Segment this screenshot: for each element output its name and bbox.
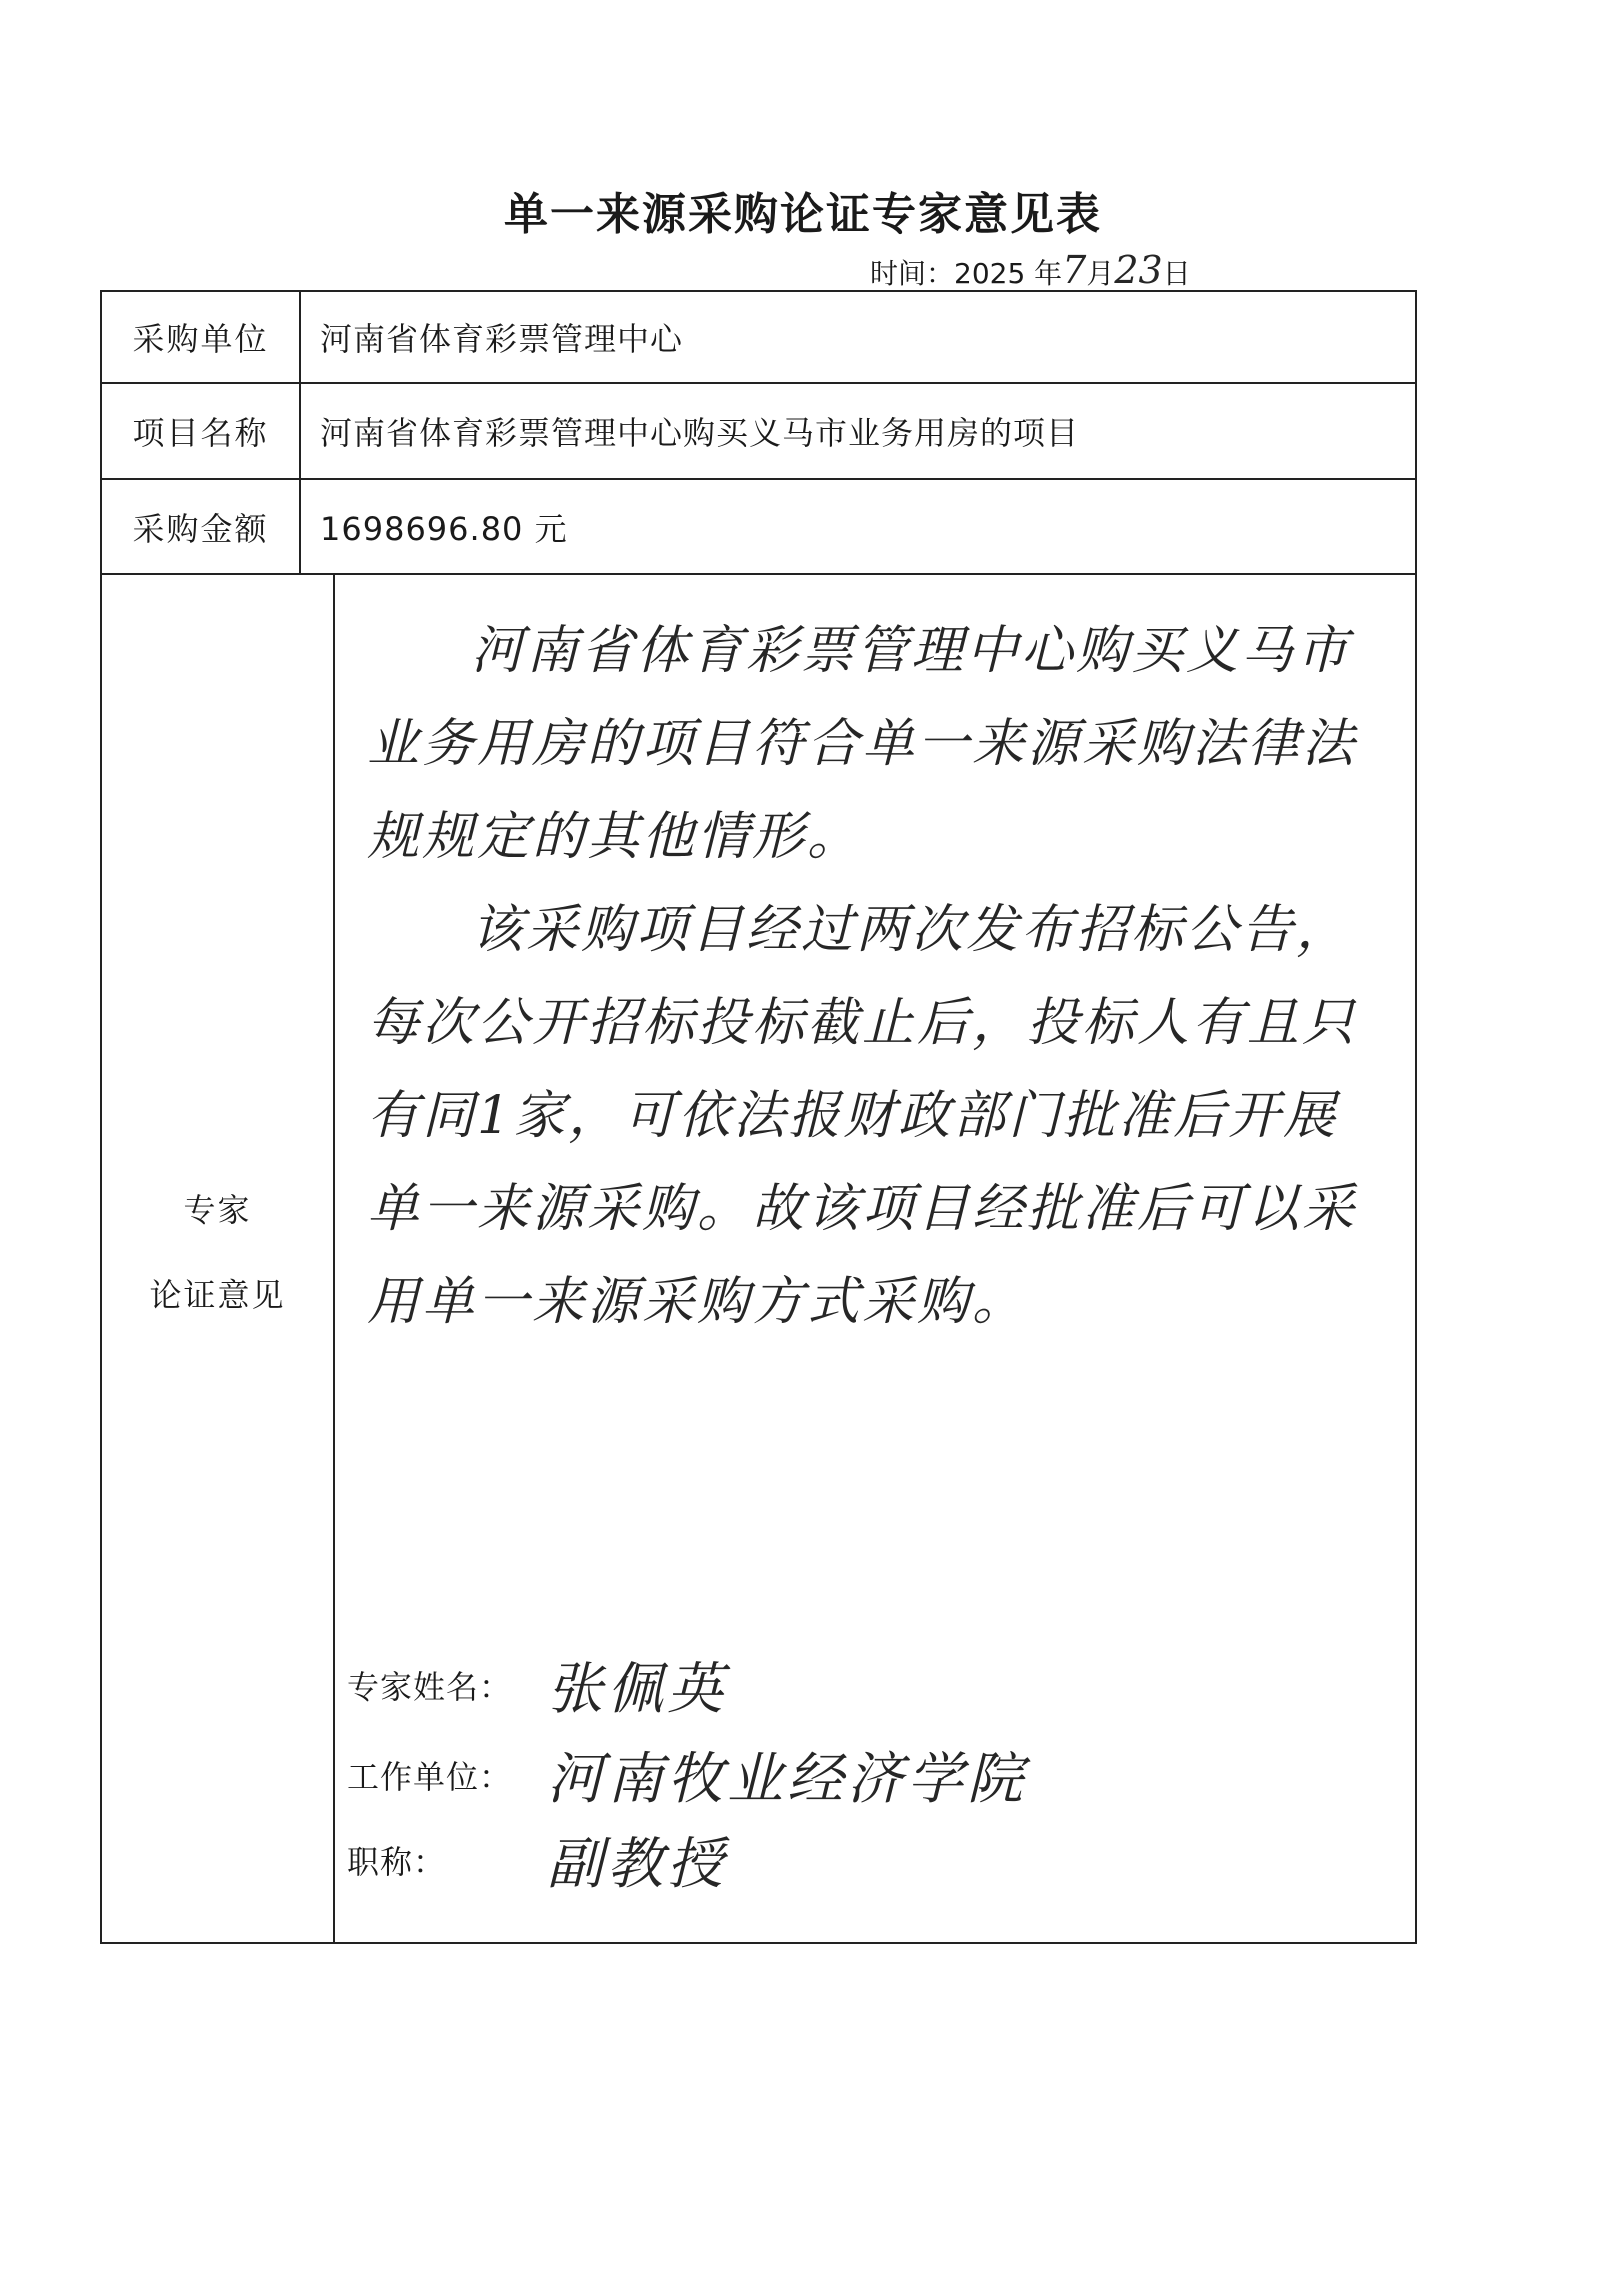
job-title-label: 职称： (347, 1843, 447, 1881)
project-name-value: 河南省体育彩票管理中心购买义马市业务用房的项目 (320, 414, 1080, 452)
work-unit-label: 工作单位： (347, 1758, 513, 1796)
expert-opinion-text (367, 605, 1385, 1349)
opinion-paragraph-1: 河南省体育彩票管理中心购买义马市业务用房的项目符合单一来源采购法律法规规定的其他情形。 (367, 621, 1358, 867)
date-day: 23 (1114, 248, 1163, 292)
row-purchasing-unit (102, 292, 1415, 384)
expert-name-label: 专家姓名： (347, 1668, 513, 1706)
project-name-label: 项目名称 (102, 384, 301, 478)
expert-opinion-label-line1: 专家 (183, 1191, 252, 1229)
date-month-suffix: 月 (1086, 257, 1115, 290)
date-line (870, 248, 1191, 292)
expert-name-row (347, 1650, 727, 1720)
page-title: 单一来源采购论证专家意见表 (504, 189, 1102, 240)
purchasing-unit-label: 采购单位 (102, 292, 301, 382)
date-month: 7 (1062, 248, 1087, 292)
opinion-form-table (100, 290, 1417, 1944)
expert-opinion-label-line2: 论证意见 (149, 1276, 286, 1314)
work-unit-row (347, 1740, 1027, 1810)
row-project-name (102, 384, 1415, 480)
job-title-value: 副教授 (547, 1832, 727, 1897)
row-purchase-amount (102, 480, 1415, 575)
purchase-amount-value: 1698696.80 元 (320, 509, 568, 548)
purchase-amount-label: 采购金额 (102, 480, 301, 573)
work-unit-value: 河南牧业经济学院 (547, 1747, 1027, 1812)
date-day-suffix: 日 (1162, 257, 1191, 290)
job-title-row (347, 1825, 727, 1895)
date-label: 时间：2025 年 (870, 257, 1063, 290)
expert-opinion-label (102, 575, 335, 1942)
expert-opinion-section (102, 575, 1415, 1942)
purchasing-unit-value: 河南省体育彩票管理中心 (320, 320, 684, 358)
expert-name-signature: 张佩英 (547, 1657, 727, 1722)
opinion-paragraph-2: 该采购项目经过两次发布招标公告，每次公开招标投标截止后，投标人有且只有同1家，可依法报财政部门批准后开展单一来源采购。故该项目经批准后可以采用单一来源采购方式采购。 (367, 900, 1358, 1332)
